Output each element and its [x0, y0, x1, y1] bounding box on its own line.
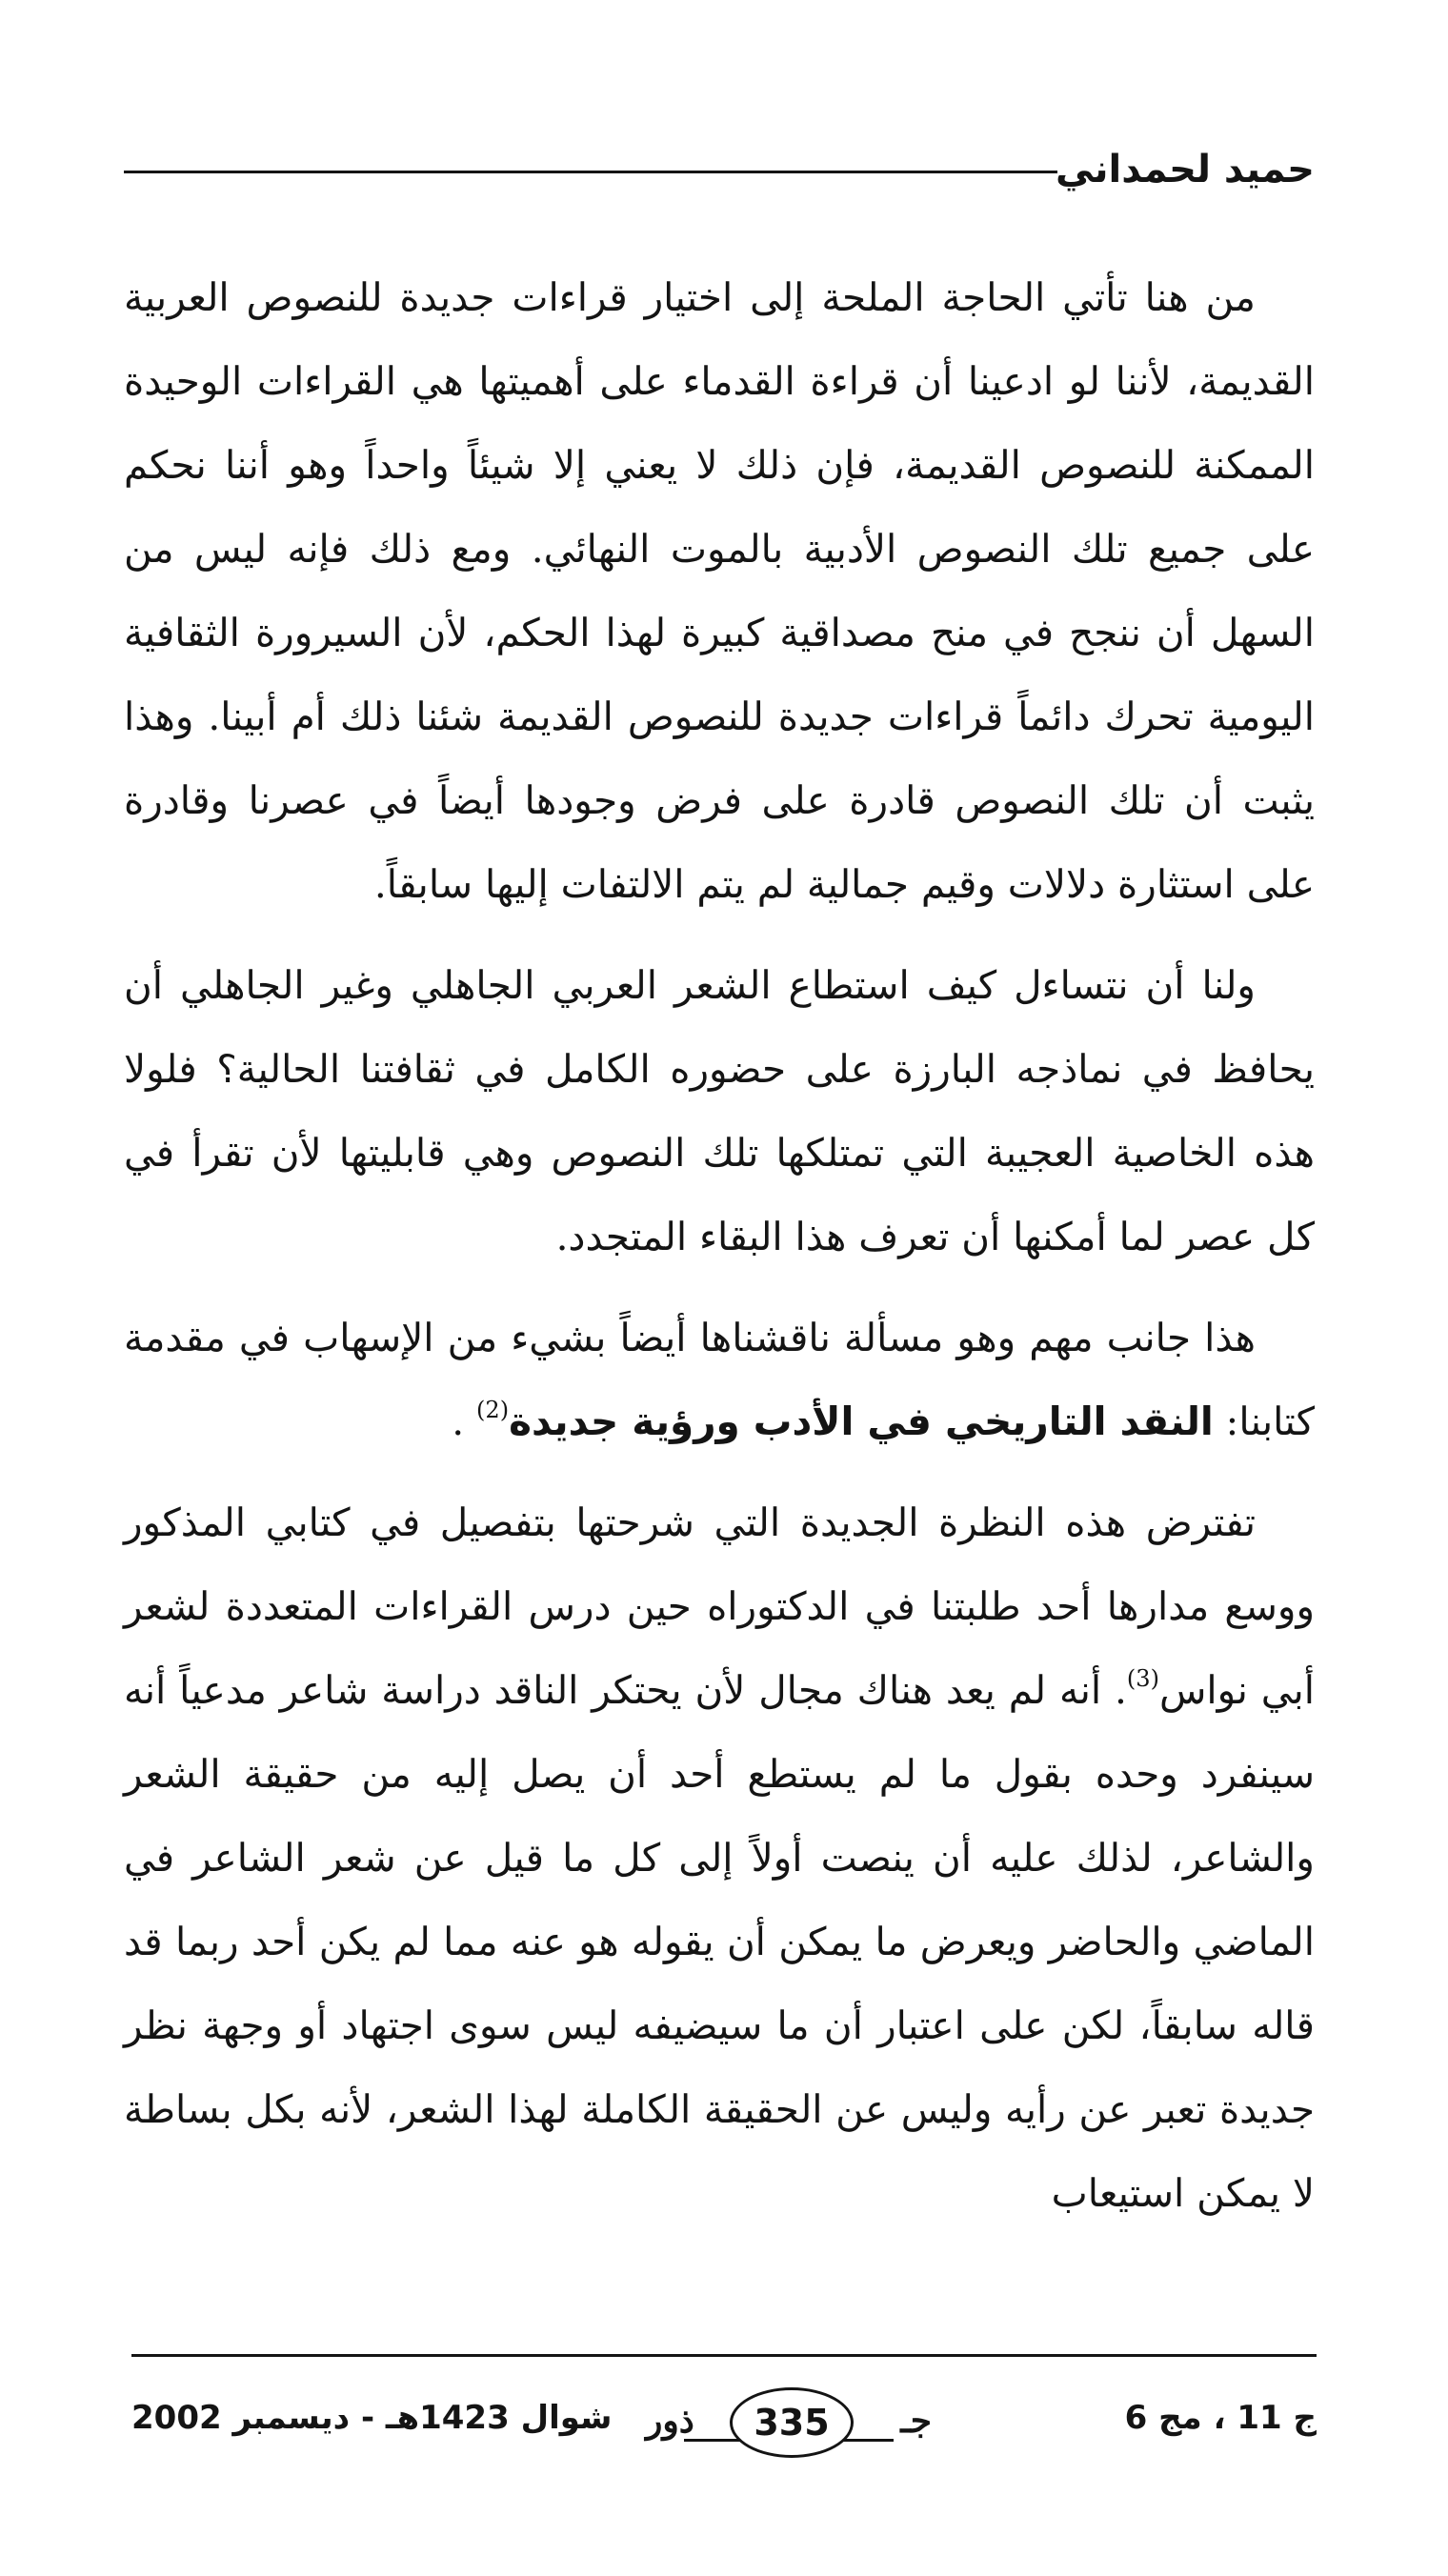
paragraph-4-tail: . أنه لم يعد هناك مجال لأن يحتكر الناقد دراسة شاعر مدعياً أنه سينفرد وحده بقول ما لم يستطع أحد أن يصل إليه من حقيقة الشعر والشاعر، لذلك عليه أن ينصت أولاً إلى كل ما قيل عن شعر الشاعر في الماضي والحاضر ويعرض ما يمكن أن يقوله هو عنه مما لم يكن أحد ربما قد قاله سابقاً، لكن على اعتبار أن ما سيضيفه ليس سوى اجتهاد أو وجهة نظر جديدة تعبر عن رأيه وليس عن الحقيقة الكاملة لهذا الشعر، لأنه بكل بساطة لا يمكن استيعاب: [124, 1667, 1315, 2216]
footer-date: شوال 1423هـ - ديسمبر 2002: [131, 2399, 613, 2437]
paragraph-3-tail: .: [452, 1399, 477, 1444]
header-author: حميد لحمداني: [1056, 148, 1315, 191]
paragraph-4: [124, 1480, 1315, 2235]
book-title: النقد التاريخي في الأدب ورؤية جديدة: [509, 1399, 1214, 1444]
paragraph-3: [124, 1296, 1315, 1463]
footnote-ref-2: (2): [476, 1397, 510, 1423]
paragraph-2: [124, 943, 1315, 1278]
paragraph-1-text: من هنا تأتي الحاجة الملحة إلى اختيار قراءات جديدة للنصوص العربية القديمة، لأننا لو ادعينا أن قراءة القدماء على أهميتها هي القراءات الوحيدة الممكنة للنصوص القديمة، فإن ذلك لا يعني إلا شيئاً واحداً وهو أننا نحكم على جميع تلك النصوص الأدبية بالموت النهائي. ومع ذلك فإنه ليس من السهل أن ننجح في منح مصداقية كبيرة لهذا الحكم، لأن السيرورة الثقافية اليومية تحرك دائماً قراءات جديدة للنصوص القديمة شئنا ذلك أم أبينا. وهذا يثبت أن تلك النصوص قادرة على فرض وجودها أيضاً في عصرنا وقادرة على استثارة دلالات وقيم جمالية لم يتم الالتفات إليها سابقاً.: [124, 274, 1315, 907]
paragraph-1: [124, 255, 1315, 926]
footnote-ref-3: (3): [1126, 1665, 1159, 1692]
running-header: [124, 141, 1315, 198]
journal-logo-right-text: جـ: [900, 2401, 932, 2441]
page-footer: [131, 2380, 1317, 2465]
journal-logo: [646, 2380, 932, 2465]
body-text: [124, 255, 1315, 2252]
footer-volume: ج 11 ، مج 6: [1124, 2399, 1317, 2437]
footer-rule: [131, 2354, 1317, 2357]
paragraph-3-text: هذا جانب مهم وهو مسألة ناقشناها أيضاً بشيء من الإسهاب في مقدمة كتابنا:: [124, 1315, 1315, 1444]
paragraph-2-text: ولنا أن نتساءل كيف استطاع الشعر العربي الجاهلي وغير الجاهلي أن يحافظ في نماذجه البارزة على حضوره الكامل في ثقافتنا الحالية؟ فلولا هذه الخاصية العجيبة التي تمتلكها تلك النصوص وهي قابليتها لأن تقرأ في كل عصر لما أمكنها أن تعرف هذا البقاء المتجدد.: [124, 962, 1315, 1259]
journal-logo-left-text: ذور: [646, 2401, 694, 2441]
page-number: 335: [730, 2387, 854, 2458]
header-rule: [124, 171, 1057, 173]
paragraph-4-text: تفترض هذه النظرة الجديدة التي شرحتها بتفصيل في كتابي المذكور ووسع مدارها أحد طلبتنا في الدكتوراه حين درس القراءات المتعددة لشعر أبي نواس: [124, 1499, 1315, 1713]
